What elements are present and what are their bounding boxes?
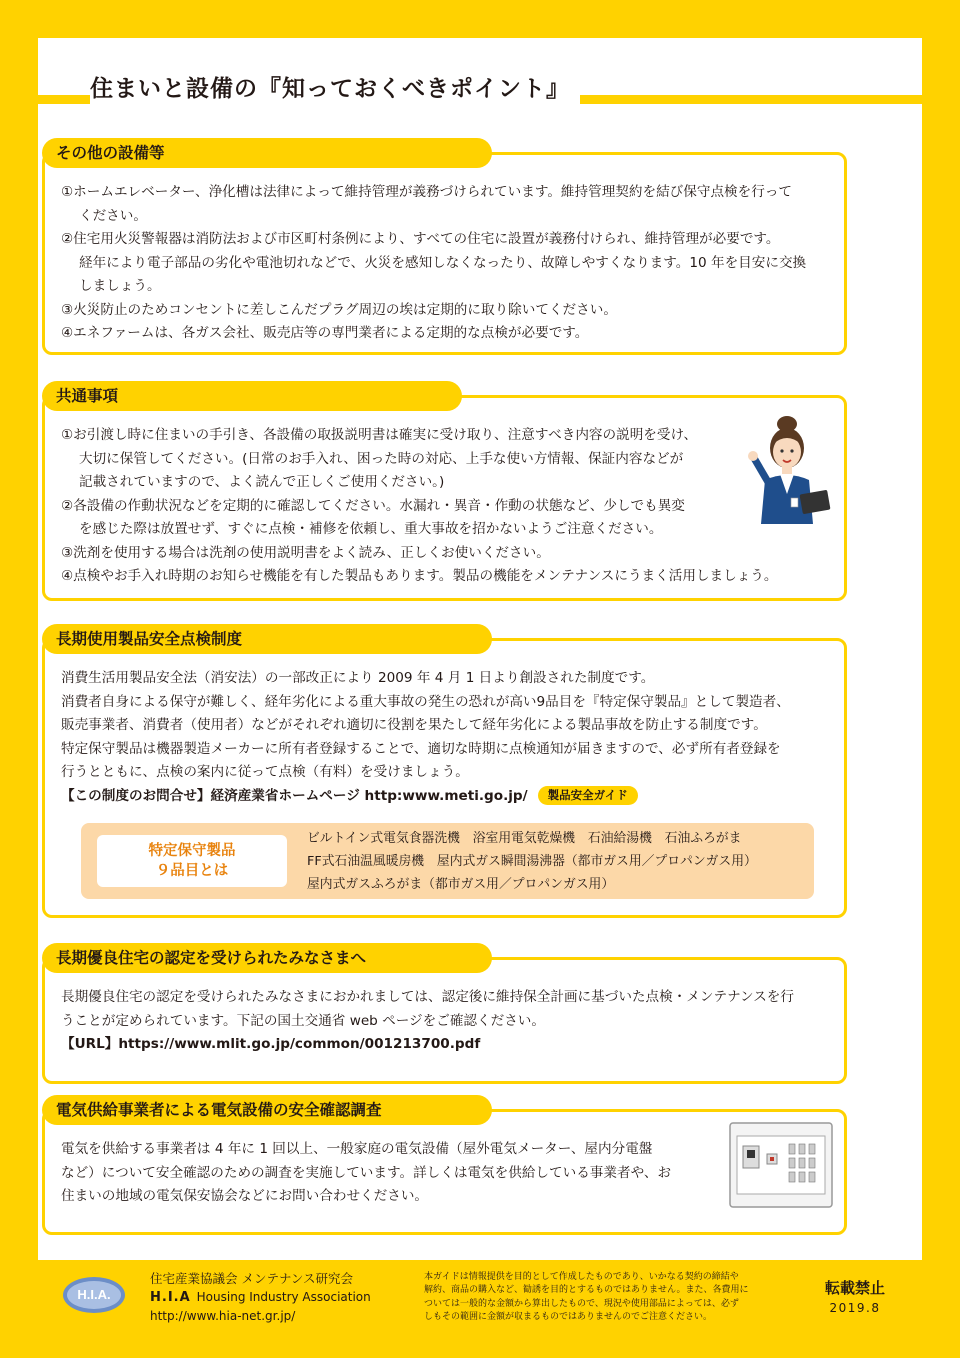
text-line: 消費者自身による保守が難しく、経年劣化による重大事故の発生の恐れが高い9品目を『特定保守製品』として製造者、 <box>61 693 790 710</box>
text-line: ③洗剤を使用する場合は洗剤の使用説明書をよく読み、正しくお使いください。 <box>61 544 550 561</box>
text-line: 大切に保管してください。(日常のお手入れ、困った時の対応、上手な使い方情報、保証内容などが <box>79 450 684 467</box>
text-line: 販売事業者、消費者（使用者）などがそれぞれ適切に役割を果たして経年劣化による製品事故を防止する制度です。 <box>61 717 767 733</box>
mlit-url-link[interactable]: 【URL】https://www.mlit.go.jp/common/001213700.pdf <box>61 1036 481 1052</box>
footer-organization <box>150 1270 371 1325</box>
disclaimer-line: 解約、商品の購入など、勧誘を目的とするものではありません。また、各費用に <box>424 1285 749 1296</box>
text-line: ④点検やお手入れ時期のお知らせ機能を有した製品もあります。製品の機能をメンテナンスにうまく活用しましょう。 <box>61 568 778 584</box>
text-line: しましょう。 <box>79 278 161 294</box>
text-line: ②各設備の作動状況などを定期的に確認してください。水漏れ・異音・作動の状態など、少しでも異変 <box>61 497 685 514</box>
org-abbr: H.I.A <box>150 1290 191 1305</box>
section-box <box>42 395 847 601</box>
disclaimer-line: 本ガイドは情報提供を目的として作成したものであり、いかなる契約の締結や <box>424 1272 739 1282</box>
specified-products-list <box>307 827 757 896</box>
footer-right <box>810 1277 900 1317</box>
guide-woman-illustration <box>747 414 835 524</box>
text-line: 経年により電子部品の劣化や電池切れなどで、火災を感知しなくなったり、故障しやすくなります。10 年を目安に交換 <box>79 254 807 271</box>
text-line: ①お引渡し時に住まいの手引き、各設備の取扱説明書は確実に受け取り、注意すべき内容の説明を受け、 <box>61 427 698 443</box>
text-line: 住まいの地域の電気保安協会などにお問い合わせください。 <box>61 1188 429 1204</box>
section-heading: 長期優良住宅の認定を受けられたみなさまへ <box>42 943 492 973</box>
section-body <box>45 641 844 808</box>
text-line: など）について安全確認のための調査を実施しています。詳しくは電気を供給している事業者や、お <box>61 1164 672 1181</box>
hia-logo <box>62 1276 126 1314</box>
footer-disclaimer <box>424 1271 804 1325</box>
hia-logo-text: H.I.A. <box>77 1287 111 1302</box>
no-reprint-label: 転載禁止 <box>824 1279 885 1297</box>
org-name-en: Housing Industry Association <box>196 1290 371 1304</box>
specified-products-label <box>97 835 287 887</box>
text-line: 電気を供給する事業者は 4 年に 1 回以上、一般家庭の電気設備（屋外電気メーター、屋内分電盤 <box>61 1141 653 1157</box>
section-heading: その他の設備等 <box>42 138 492 168</box>
text-line: ③火災防止のためコンセントに差しこんだプラグ周辺の埃は定期的に取り除いてください。 <box>61 301 617 318</box>
section-heading: 共通事項 <box>42 381 462 411</box>
text-line: 記載されていますので、よく読んで正しくご使用ください。) <box>79 474 445 490</box>
text-line: ④エネファームは、各ガス会社、販売店等の専門業者による定期的な点検が必要です。 <box>61 325 589 341</box>
section-heading: 電気供給事業者による電気設備の安全確認調査 <box>42 1095 492 1125</box>
section-box <box>42 957 847 1084</box>
product-line: FF式石油温風暖房機 屋内式ガス瞬間湯沸器（都市ガス用／プロパンガス用） <box>307 854 757 869</box>
section-heading: 長期使用製品安全点検制度 <box>42 624 492 654</box>
section-box <box>42 152 847 355</box>
text-line: 特定保守製品は機器製造メーカーに所有者登録することで、適切な時期に点検通知が届きますので、必ず所有者登録を <box>61 740 781 757</box>
text-line: 消費生活用製品安全法（消安法）の一部改正により 2009 年 4 月 1 日より創設された制度です。 <box>61 670 655 686</box>
text-line: うことが定められています。下記の国土交通省 web ページをご確認ください。 <box>61 1012 545 1029</box>
section-body <box>45 1112 844 1209</box>
section-box <box>42 1109 847 1235</box>
section-body <box>45 155 844 346</box>
products-label-line: ９品目とは <box>155 863 229 879</box>
specified-products-panel <box>81 823 814 899</box>
distribution-board-illustration <box>729 1122 833 1208</box>
org-name-en-line <box>150 1288 371 1307</box>
inquiry-text: 【この制度のお問合せ】経済産業省ホームページ http:www.meti.go.jp/ <box>61 787 528 804</box>
section-body <box>45 960 844 1057</box>
org-name-jp: 住宅産業協議会 メンテナンス研究会 <box>150 1271 353 1286</box>
section-body <box>45 398 844 589</box>
issue-date: 2019.8 <box>829 1301 881 1315</box>
product-line: 屋内式ガスふろがま（都市ガス用／プロパンガス用） <box>307 877 615 892</box>
text-line: 行うとともに、点検の案内に従って点検（有料）を受けましょう。 <box>61 764 469 780</box>
products-label-line: 特定保守製品 <box>148 843 236 859</box>
text-line: ください。 <box>79 207 147 224</box>
page-title: 住まいと設備の『知っておくべきポイント』 <box>90 72 580 106</box>
text-line: ②住宅用火災警報器は消防法および市区町村条例により、すべての住宅に設置が義務付けられ、維持管理が必要です。 <box>61 231 780 247</box>
text-line: を感じた際は放置せず、すぐに点検・補修を依頼し、重大事故を招かないようご注意ください。 <box>79 521 663 537</box>
disclaimer-line: しもその範囲に金額が収まるものではありませんのでご注意ください。 <box>424 1312 713 1323</box>
inquiry-line <box>61 785 830 809</box>
product-line: ビルトイン式電気食器洗機 浴室用電気乾燥機 石油給湯機 石油ふろがま <box>307 831 742 846</box>
org-url[interactable]: http://www.hia-net.gr.jp/ <box>150 1309 296 1323</box>
section-box <box>42 638 847 918</box>
text-line: 長期優良住宅の認定を受けられたみなさまにおかれましては、認定後に維持保全計画に基づいた点検・メンテナンスを行 <box>61 989 794 1005</box>
text-line: ①ホームエレベーター、浄化槽は法律によって維持管理が義務づけられています。維持管理契約を結び保守点検を行って <box>61 184 793 200</box>
disclaimer-line: ついては一般的な金額から算出したもので、現況や使用部品によっては、必ず <box>424 1298 739 1309</box>
product-safety-guide-badge[interactable]: 製品安全ガイド <box>538 786 638 805</box>
